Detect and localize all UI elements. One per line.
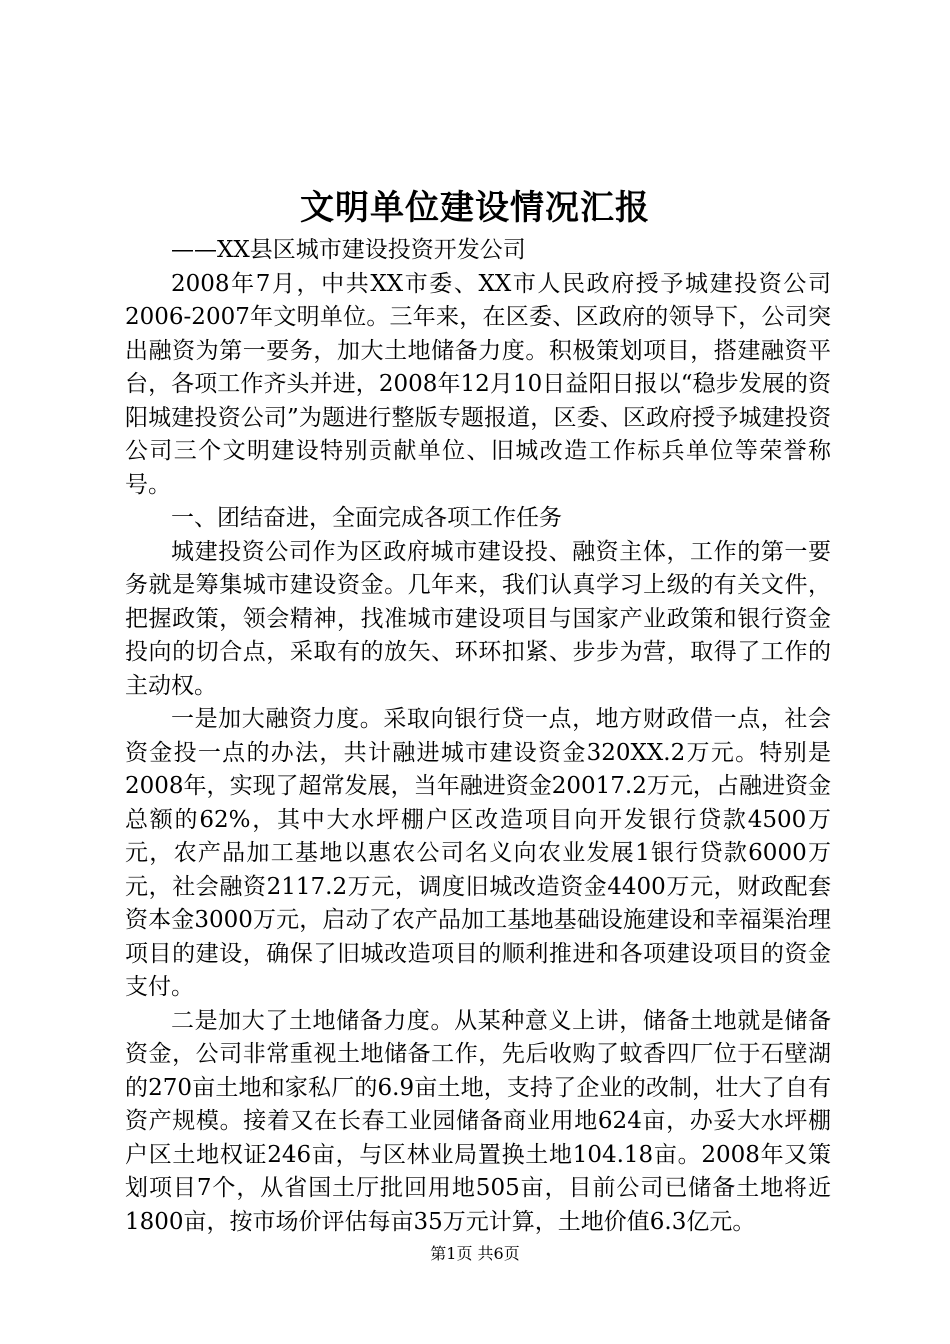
body-paragraph: 一是加大融资力度。采取向银行贷一点，地方财政借一点，社会资金投一点的办法，共计融进城市建设资金320XX.2万元。特别是2008年，实现了超常发展，当年融进资金20017.2万元，占融进资金总额的62%，其中大水坪棚户区改造项目向开发银行贷款4500万元，农产品加工基地以惠农公司名义向农业发展1银行贷款6000万元，社会融资2117.2万元，调度旧城改造资金4400万元，财政配套资本金3000万元，启动了农产品加工基地基础设施建设和幸福渠治理项目的建设，确保了旧城改造项目的顺利推进和各项建设项目的资金支付。 xyxy=(125,706,831,1000)
body-paragraph: 二是加大了土地储备力度。从某种意义上讲，储备土地就是储备资金，公司非常重视土地储备工作，先后收购了蚊香四厂位于石壁湖的270亩土地和家私厂的6.9亩土地，支持了企业的改制，壮大了自有资产规模。接着又在长春工业园储备商业用地624亩，办妥大水坪棚户区土地权证246亩，与区林业局置换土地104.18亩。2008年又策划项目7个，从省国土厅批回用地505亩，目前公司已储备土地将近1800亩，按市场价评估每亩35万元计算，土地价值6.3亿元。 xyxy=(125,1007,831,1235)
section-heading: 一、团结奋进，全面完成各项工作任务 xyxy=(171,505,562,531)
document-body xyxy=(125,234,831,1239)
body-paragraph: 城建投资公司作为区政府城市建设投、融资主体，工作的第一要务就是筹集城市建设资金。几年来，我们认真学习上级的有关文件，把握政策，领会精神，找准城市建设项目与国家产业政策和银行资金投向的切合点，采取有的放矢、环环扣紧、步步为营，取得了工作的主动权。 xyxy=(125,538,831,699)
subtitle-paragraph: ——XX县区城市建设投资开发公司 xyxy=(171,237,526,263)
page-number: 第1页 共6页 xyxy=(430,1244,520,1263)
body-paragraph: 2008年7月，中共XX市委、XX市人民政府授予城建投资公司2006-2007年文明单位。三年来，在区委、区政府的领导下，公司突出融资为第一要务，加大土地储备力度。积极策划项目，搭建融资平台，各项工作齐头并进，2008年12月10日益阳日报以“稳步发展的资阳城建投资公司”为题进行整版专题报道，区委、区政府授予城建投资公司三个文明建设特别贡献单位、旧城改造工作标兵单位等荣誉称号。 xyxy=(125,270,831,498)
document-title: 文明单位建设情况汇报 xyxy=(300,188,650,228)
